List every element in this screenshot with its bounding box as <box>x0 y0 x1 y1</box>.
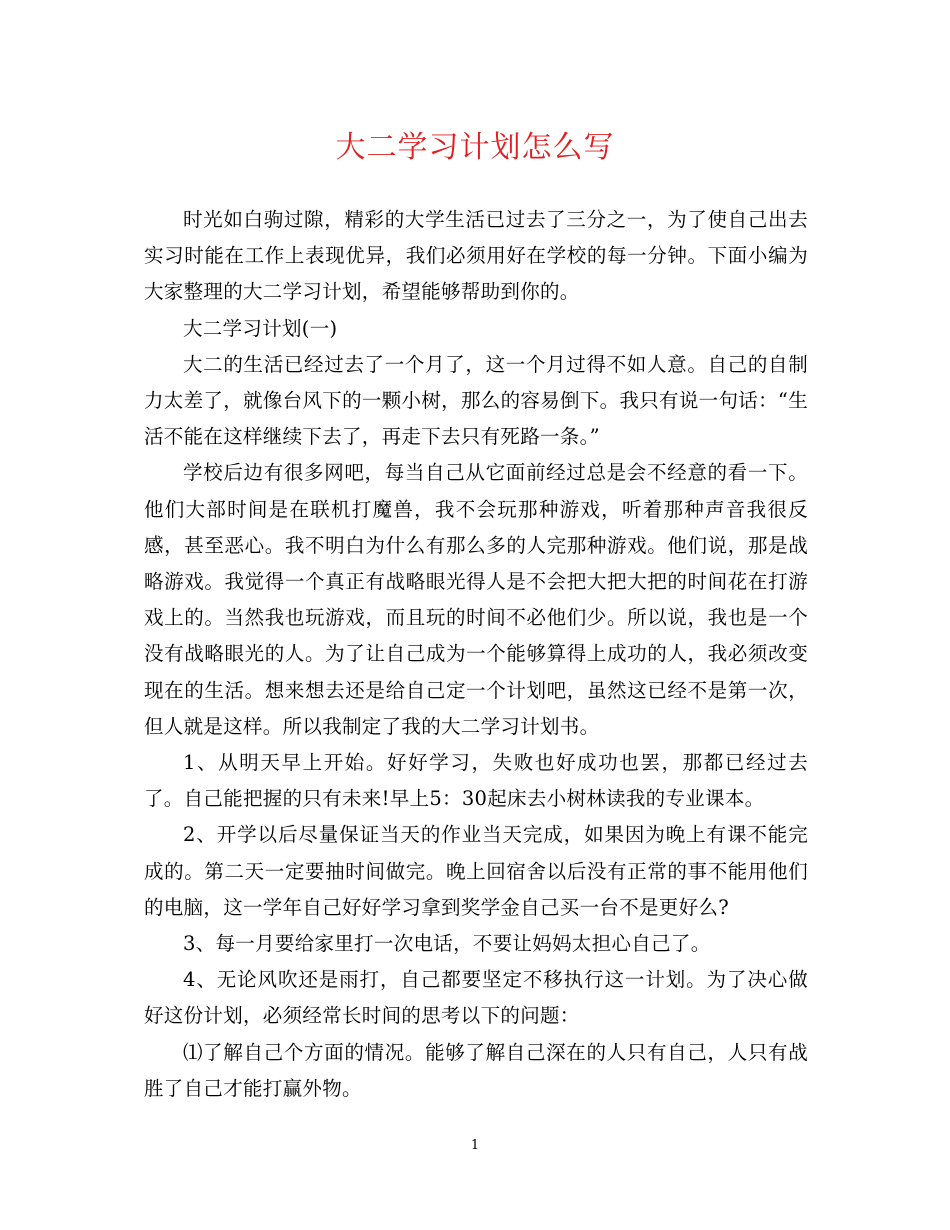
list-item: 2、开学以后尽量保证当天的作业当天完成，如果因为晚上有课不能完成的。第二天一定要抽时间做完。晚上回宿舍以后没有正常的事不能用他们的电脑，这一学年自己好好学习拿到奖学金自己买一台不是更好么? <box>144 823 808 919</box>
paragraph-intro: 时光如白驹过隙，精彩的大学生活已过去了三分之一，为了使自己出去实习时能在工作上表现优异，我们必须用好在学校的每一分钟。下面小编为大家整理的大二学习计划，希望能够帮助到你的。 <box>144 208 808 304</box>
paragraph: 大二的生活已经过去了一个月了，这一个月过得不如人意。自己的自制力太差了，就像台风下的一颗小树，那么的容易倒下。我只有说一句话：“生活不能在这样继续下去了，再走下去只有死路一条。” <box>144 352 808 449</box>
section-heading: 大二学习计划(一) <box>183 316 338 340</box>
paragraph: 学校后边有很多网吧，每当自己从它面前经过总是会不经意的看一下。他们大部时间是在联机打魔兽，我不会玩那种游戏，听着那种声音我很反感，甚至恶心。我不明白为什么有那么多的人完那种游戏。他们说，那是战略游戏。我觉得一个真正有战略眼光得人是不会把大把大把的时间花在打游戏上的。当然我也玩游戏，而且玩的时间不必他们少。所以说，我也是一个没有战略眼光的人。为了让自己成为一个能够算得上成功的人，我必须改变现在的生活。想来想去还是给自己定一个计划吧，虽然这已经不是第一次，但人就是这样。所以我制定了我的大二学习计划书。 <box>144 461 808 738</box>
list-item: 4、无论风吹还是雨打，自己都要坚定不移执行这一计划。为了决心做好这份计划，必须经常长时间的思考以下的问题： <box>144 968 808 1028</box>
page-number: 1 <box>470 1138 480 1153</box>
document-title: 大二学习计划怎么写 <box>335 130 615 165</box>
list-item: 3、每一月要给家里打一次电话，不要让妈妈太担心自己了。 <box>183 932 711 956</box>
sub-list-item: ⑴了解自己个方面的情况。能够了解自己深在的人只有自己，人只有战胜了自己才能打赢外物。 <box>144 1040 808 1100</box>
document-body <box>144 202 808 1107</box>
list-item: 1、从明天早上开始。好好学习，失败也好成功也罢，那都已经过去了。自己能把握的只有未来!早上5：30起床去小树林读我的专业课本。 <box>144 751 808 811</box>
